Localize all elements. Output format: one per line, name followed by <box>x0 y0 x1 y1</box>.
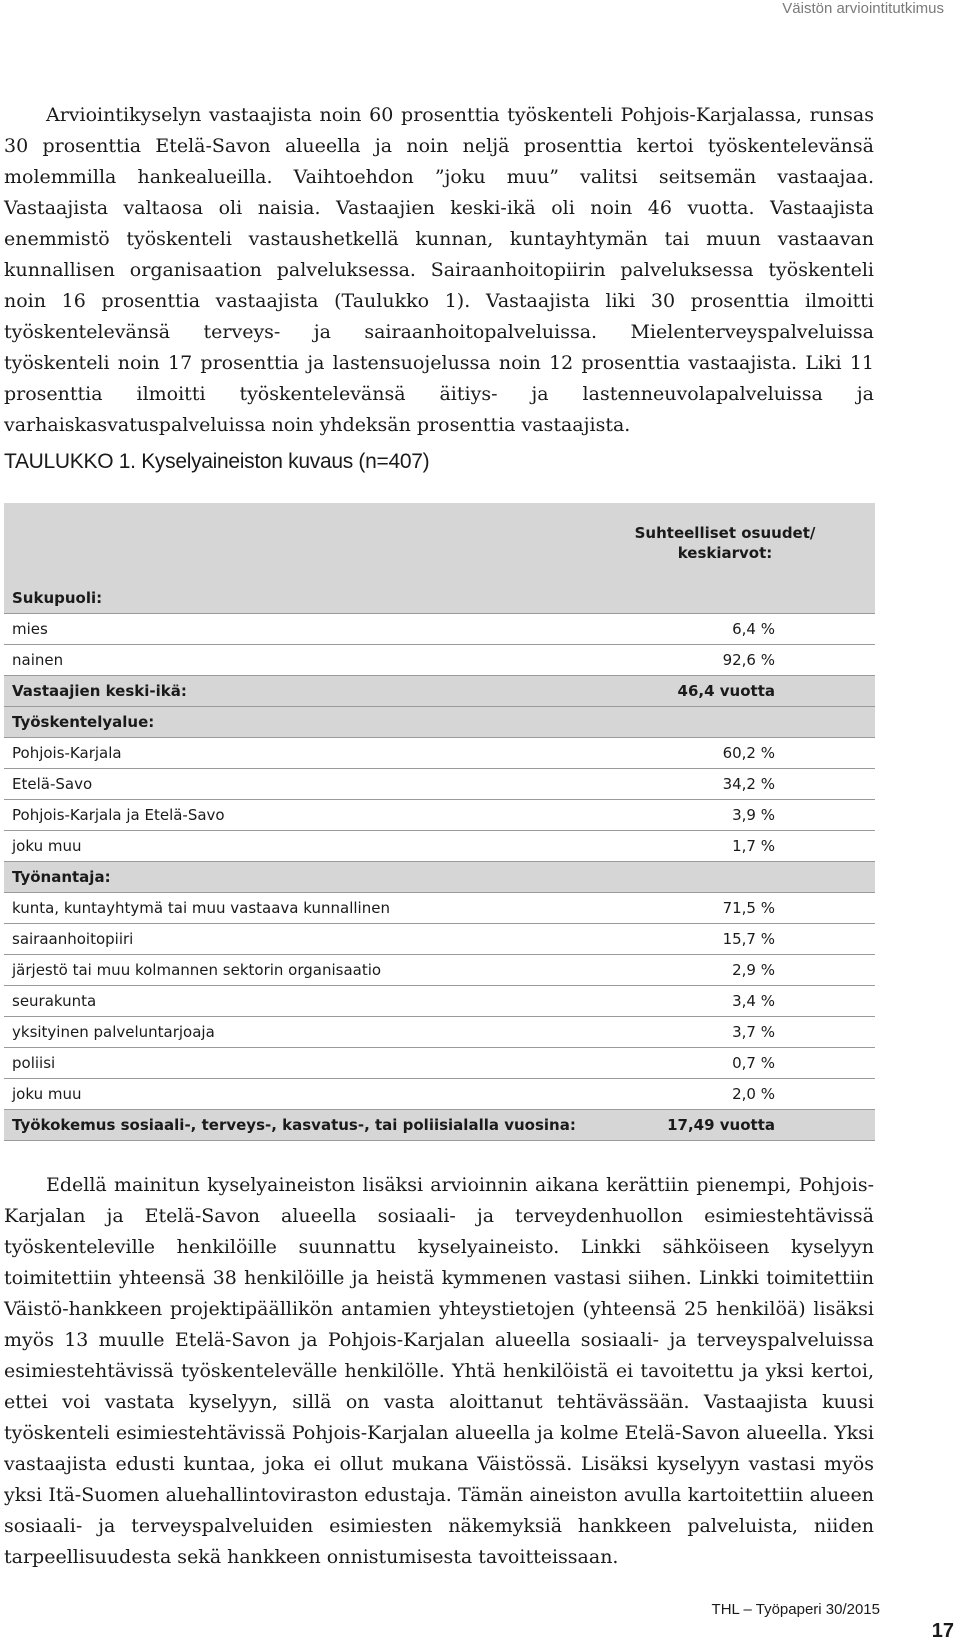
footer-publication: THL – Työpaperi 30/2015 <box>711 1601 880 1618</box>
row-value <box>587 862 875 893</box>
row-value: 3,9 % <box>587 800 875 831</box>
row-label: joku muu <box>4 1079 587 1110</box>
row-label: mies <box>4 614 587 645</box>
row-value: 1,7 % <box>587 831 875 862</box>
table-row <box>4 614 875 645</box>
row-value: 71,5 % <box>587 893 875 924</box>
page-number: 17 <box>931 1620 954 1642</box>
row-value: 2,0 % <box>587 1079 875 1110</box>
table-row <box>4 1079 875 1110</box>
row-value: 60,2 % <box>587 738 875 769</box>
table-row <box>4 831 875 862</box>
table-row <box>4 800 875 831</box>
table-row <box>4 893 875 924</box>
table-row <box>4 738 875 769</box>
table-row <box>4 676 875 707</box>
row-value: 46,4 vuotta <box>587 676 875 707</box>
row-label: Työskentelyalue: <box>4 707 587 738</box>
table-row <box>4 707 875 738</box>
table-header-row <box>4 503 875 583</box>
row-label: Etelä-Savo <box>4 769 587 800</box>
row-value: 17,49 vuotta <box>587 1110 875 1141</box>
row-value: 92,6 % <box>587 645 875 676</box>
table-row <box>4 955 875 986</box>
header-label-cell <box>4 503 587 583</box>
table-row <box>4 1048 875 1079</box>
table-row <box>4 862 875 893</box>
row-value: 3,7 % <box>587 1017 875 1048</box>
row-label: poliisi <box>4 1048 587 1079</box>
row-label: Työnantaja: <box>4 862 587 893</box>
table-row <box>4 645 875 676</box>
row-label: seurakunta <box>4 986 587 1017</box>
row-label: Työkokemus sosiaali-, terveys-, kasvatus-, tai poliisialalla vuosina: <box>4 1110 587 1141</box>
row-label: nainen <box>4 645 587 676</box>
running-head: Väistön arviointitutkimus <box>782 0 944 17</box>
row-value: 2,9 % <box>587 955 875 986</box>
intro-paragraph: Arviointikyselyn vastaajista noin 60 prosenttia työskenteli Pohjois-Karjalassa, runsas 30 prosenttia Etelä-Savon alueella ja noin neljä prosenttia kertoi työskentelevänsä molemmilla hankealueilla. Vaihtoehdon ”joku muu” valitsi seitsemän vastaajaa. Vastaajista valtaosa oli naisia. Vastaajien keski-ikä oli noin 46 vuotta. Vastaajista enemmistö työskenteli vastaushetkellä kunnan, kuntayhtymän tai muun vastaavan kunnallisen organisaation palveluksessa. Sairaanhoitopiirin palveluksessa työskenteli noin 16 prosenttia vastaajista (Taulukko 1). Vastaajista liki 30 prosenttia ilmoitti työskentelevänsä terveys- ja sairaanhoitopalveluissa. Mielenterveyspalveluissa työskenteli noin 17 prosenttia ja lastensuojelussa noin 12 prosenttia vastaajista. Liki 11 prosenttia ilmoitti työskentelevänsä äitiys- ja lastenneuvolapalveluissa ja varhaiskasvatuspalveluissa noin yhdeksän prosenttia vastaajista. <box>4 104 874 436</box>
row-label: Sukupuoli: <box>4 583 587 614</box>
row-value <box>587 707 875 738</box>
row-label: Pohjois-Karjala <box>4 738 587 769</box>
row-label: joku muu <box>4 831 587 862</box>
table-caption: TAULUKKO 1. Kyselyaineiston kuvaus (n=407) <box>4 450 430 473</box>
table-row <box>4 583 875 614</box>
outro-paragraph-block <box>4 1170 874 1573</box>
row-value: 6,4 % <box>587 614 875 645</box>
table-row <box>4 1017 875 1048</box>
row-value: 0,7 % <box>587 1048 875 1079</box>
row-label: sairaanhoitopiiri <box>4 924 587 955</box>
table-row <box>4 986 875 1017</box>
row-label: yksityinen palveluntarjoaja <box>4 1017 587 1048</box>
table-row <box>4 769 875 800</box>
row-label: Pohjois-Karjala ja Etelä-Savo <box>4 800 587 831</box>
header-value-cell: Suhteelliset osuudet/ keskiarvot: <box>587 503 875 583</box>
outro-paragraph: Edellä mainitun kyselyaineiston lisäksi arvioinnin aikana kerättiin pienempi, Pohjois-Karjalan ja Etelä-Savon alueella sosiaali- ja terveydenhuollon esimiestehtävissä työskenteleville henkilöille suunnattu kyselyaineisto. Linkki sähköiseen kyselyyn toimitettiin yhteensä 38 henkilöille ja heistä kymmenen vastasi siihen. Linkki toimitettiin Väistö-hankkeen projektipäällikön antamien yhteystietojen (yhteensä 25 henkilöä) lisäksi myös 13 muulle Etelä-Savon ja Pohjois-Karjalan alueella sosiaali- ja terveyspalveluissa esimiestehtävissä työskentelevälle henkilölle. Yhtä henkilöistä ei tavoitettu ja yksi kertoi, ettei voi vastata kyselyyn, sillä on vasta aloittanut tehtävässään. Vastaajista kuusi työskenteli esimiestehtävissä Pohjois-Karjalan alueella ja kolme Etelä-Savon alueella. Yksi vastaajista edusti kuntaa, joka ei ollut mukana Väistössä. Lisäksi kyselyyn vastasi myös yksi Itä-Suomen aluehallintoviraston edustaja. Tämän aineiston avulla kartoitettiin alueen sosiaali- ja terveyspalveluiden esimiesten näkemyksiä hankkeen palveluista, niiden tarpeellisuudesta sekä hankkeen onnistumisesta tavoitteissaan. <box>4 1174 874 1568</box>
intro-paragraph-block <box>4 100 874 441</box>
row-label: järjestö tai muu kolmannen sektorin organisaatio <box>4 955 587 986</box>
row-value <box>587 583 875 614</box>
row-value: 15,7 % <box>587 924 875 955</box>
table-row <box>4 924 875 955</box>
row-label: Vastaajien keski-ikä: <box>4 676 587 707</box>
table-row <box>4 1110 875 1141</box>
row-value: 3,4 % <box>587 986 875 1017</box>
row-label: kunta, kuntayhtymä tai muu vastaava kunnallinen <box>4 893 587 924</box>
data-table <box>4 503 875 1141</box>
row-value: 34,2 % <box>587 769 875 800</box>
